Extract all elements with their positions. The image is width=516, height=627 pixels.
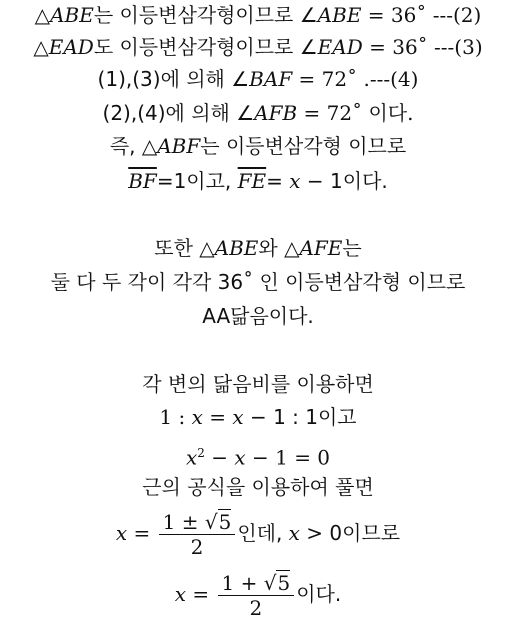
math-abe: ABE: [214, 236, 259, 260]
fraction-plus: [218, 571, 295, 620]
math-baf: BAF: [249, 67, 293, 91]
text-segment: AA닮음이다.: [202, 304, 314, 328]
math-angle-ead: EAD: [317, 35, 363, 59]
math-x: x: [289, 169, 301, 193]
text-segment: 인데,: [237, 521, 289, 545]
text-segment: = 36˚ ---(3): [362, 35, 483, 59]
line-abe-isosceles: [0, 2, 516, 28]
math-afe: AFE: [299, 236, 343, 260]
numerator-text: 1 +: [221, 571, 264, 595]
math-x: x: [185, 445, 198, 470]
text-segment: 는 이등변삼각형이므로 ∠: [93, 3, 318, 27]
text-segment: =: [202, 405, 233, 429]
text-segment: −: [204, 445, 235, 470]
math-abe: ABE: [50, 3, 94, 27]
text-segment: 즉, △: [109, 134, 158, 158]
triangle-symbol: △: [34, 3, 51, 27]
text-segment: 또한 △: [154, 236, 215, 260]
sqrt-symbol: √: [263, 571, 277, 595]
text-segment: 는 이등변삼각형 이므로: [200, 134, 407, 158]
line-segment-lengths: [0, 168, 516, 194]
text-segment: =: [266, 169, 290, 193]
math-x: x: [232, 405, 244, 429]
line-ead-isosceles: [0, 34, 516, 60]
line-abf-isosceles: [0, 133, 516, 159]
radicand: 5: [218, 510, 232, 534]
fraction-pm: [159, 510, 236, 559]
line-baf-angle: [0, 66, 516, 92]
triangle-symbol: △: [33, 35, 49, 59]
text-segment: 이다.: [296, 582, 342, 606]
line-solution-final: [0, 568, 516, 620]
equals: =: [127, 521, 157, 545]
math-angle-abe: ABE: [317, 3, 362, 27]
math-x: x: [174, 582, 187, 606]
math-x: x: [115, 521, 128, 545]
text-segment: − 1 = 0: [245, 445, 331, 470]
text-segment: (1),(3)에 의해 ∠: [97, 67, 250, 91]
text-segment: = 72˚ 이다.: [297, 101, 414, 125]
line-two-angles: [0, 269, 516, 295]
line-afb-angle: [0, 100, 516, 126]
denominator: 2: [249, 596, 263, 620]
sqrt-symbol: √: [204, 510, 218, 534]
numerator-text: 1 ±: [162, 510, 205, 534]
text-segment: − 1 : 1이고: [243, 405, 357, 429]
segment-fe: $\overline{FE}$: [237, 169, 267, 193]
radicand: 5: [277, 571, 291, 595]
text-segment: 와 △: [258, 236, 300, 260]
segment-bf: $\overline{BF}$: [128, 169, 157, 193]
line-solution-pm: [0, 507, 516, 559]
text-segment: > 0이므로: [299, 521, 401, 545]
text-segment: 각 변의 닮음비를 이용하면: [142, 372, 374, 396]
math-x: x: [234, 445, 246, 470]
text-segment: (2),(4)에 의해 ∠: [102, 101, 255, 125]
exponent: 2: [197, 446, 205, 460]
text-segment: 는: [342, 236, 362, 260]
text-segment: − 1이다.: [300, 169, 388, 193]
text-segment: 근의 공식을 이용하여 풀면: [142, 475, 374, 499]
math-x: x: [191, 405, 203, 429]
line-quadratic: [0, 440, 516, 471]
text-segment: = 72˚ .---(4): [292, 67, 419, 91]
line-aa-similar: [0, 303, 516, 329]
line-quadratic-formula: [0, 474, 516, 500]
line-ratio-intro: [0, 371, 516, 397]
line-also-triangles: [0, 235, 516, 261]
math-ead: EAD: [48, 35, 94, 59]
math-x: x: [288, 521, 300, 545]
text-segment: =1이고,: [156, 169, 238, 193]
line-proportion: [0, 404, 516, 430]
text-segment: 둘 다 두 각이 각각 36˚ 인 이등변삼각형 이므로: [50, 270, 466, 294]
text-segment: = 36˚ ---(2): [361, 3, 482, 27]
denominator: 2: [190, 535, 204, 559]
math-abf: ABF: [157, 134, 201, 158]
text-segment: 1 :: [159, 405, 192, 429]
equals: =: [186, 582, 216, 606]
text-segment: 도 이등변삼각형이므로 ∠: [93, 35, 318, 59]
math-afb: AFB: [254, 101, 298, 125]
